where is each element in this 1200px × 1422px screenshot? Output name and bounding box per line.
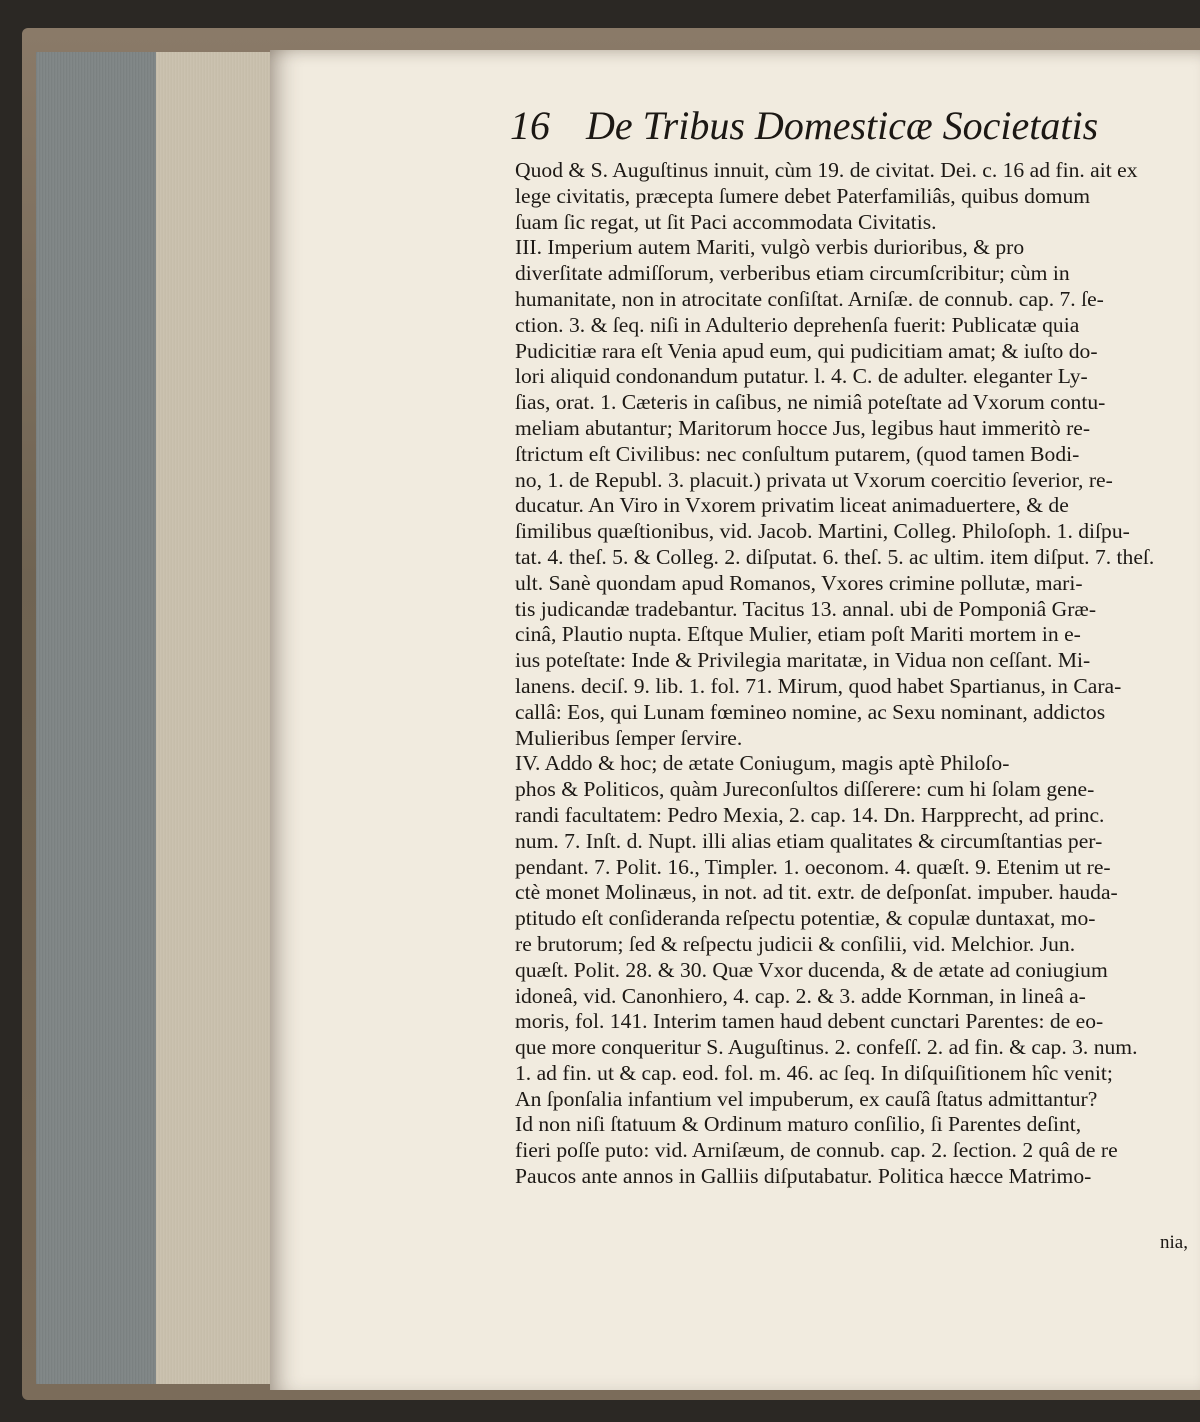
text-line: ius poteſtate: Inde & Privilegia maritatæ, in Vidua non ceſſant. Mi- [515,648,1091,673]
text-line: Id non niſi ſtatuum & Ordinum maturo conſilio, ſi Parentes deſint, [515,1112,1082,1137]
text-line: Paucos ante annos in Galliis diſputabatur. Politica hæcce Matrimo- [515,1164,1092,1189]
text-line: lori aliquid condonandum putatur. l. 4. C. de adulter. eleganter Ly- [515,364,1088,389]
catchword: nia, [1160,1232,1188,1253]
text-line: meliam abutantur; Maritorum hocce Jus, legibus haut immeritò re- [515,415,1091,440]
body-text [515,158,1200,1190]
text-line: que more conqueritur S. Auguſtinus. 2. confeſſ. 2. ad fin. & cap. 3. num. [515,1035,1138,1060]
text-line: ducatur. An Viro in Vxorem privatim liceat animaduertere, & de [515,493,1069,518]
text-line: lanens. deciſ. 9. lib. 1. fol. 71. Mirum, quod habet Spartianus, in Cara- [515,673,1122,698]
text-line: re brutorum; ſed & reſpectu judicii & conſilii, vid. Melchior. Jun. [515,931,1076,956]
text-line: quæſt. Polit. 28. & 30. Quæ Vxor ducenda, & de ætate ad coniugium [515,957,1108,982]
text-line: num. 7. Inſt. d. Nupt. illi alias etiam qualitates & circumſtantias per- [515,828,1103,853]
text-line: III. Imperium autem Mariti, vulgò verbis durioribus, & pro [515,235,1025,260]
text-line: pendant. 7. Polit. 16., Timpler. 1. oeconom. 4. quæſt. 9. Etenim ut re- [515,854,1111,879]
text-line: ctè monet Molinæus, in not. ad tit. extr. de deſponſat. impuber. hauda- [515,880,1118,905]
text-line: moris, fol. 141. Interim tamen haud debent cunctari Parentes: de eo- [515,1009,1104,1034]
book-page [270,50,1200,1390]
text-line: ſtrictum eſt Civilibus: nec conſultum putarem, (quod tamen Bodi- [515,441,1080,466]
text-line: Quod & S. Auguſtinus innuit, cùm 19. de civitat. Dei. c. 16 ad fin. ait ex [515,158,1138,182]
text-line: tat. 4. theſ. 5. & Colleg. 2. diſputat. 6. theſ. 5. ac ultim. item diſput. 7. theſ. [515,544,1155,569]
text-line: 1. ad fin. ut & cap. eod. fol. m. 46. ac ſeq. In diſquiſitionem hîc venit; [515,1060,1113,1085]
text-line: Pudicitiæ rara eſt Venia apud eum, qui pudicitiam amat; & iuſto do- [515,338,1098,363]
text-line: idoneâ, vid. Canonhiero, 4. cap. 2. & 3. adde Kornman, in lineâ a- [515,983,1086,1008]
text-line: ſias, orat. 1. Cæteris in caſibus, ne nimiâ poteſtate ad Vxorum contu- [515,390,1106,415]
text-line: ult. Sanè quondam apud Romanos, Vxores crimine pollutæ, mari- [515,570,1083,595]
running-title: De Tribus Domesticæ Societatis [586,103,1099,148]
running-head [510,102,1190,149]
text-line: cinâ, Plautio nupta. Eſtque Mulier, etiam poſt Mariti mortem in e- [515,622,1081,647]
text-line: ſimilibus quæſtionibus, vid. Jacob. Martini, Colleg. Philoſoph. 1. diſpu- [515,519,1130,544]
text-line: no, 1. de Republ. 3. placuit.) privata ut Vxorum coercitio ſeverior, re- [515,467,1113,492]
text-line: ptitudo eſt conſideranda reſpectu potentiæ, & copulæ duntaxat, mo- [515,906,1096,931]
text-line: diverſitate admiſſorum, verberibus etiam circumſcribitur; cùm in [515,261,1070,286]
text-line: Mulieribus ſemper ſervire. [515,725,743,750]
text-line: tis judicandæ tradebantur. Tacitus 13. annal. ubi de Pomponiâ Græ- [515,596,1097,621]
text-line: ſuam ſic regat, ut ſit Paci accommodata Civitatis. [515,209,937,234]
text-line: ction. 3. & ſeq. niſi in Adulterio deprehenſa fuerit: Publicatæ quia [515,312,1080,337]
text-line: callâ: Eos, qui Lunam fœmineo nomine, ac Sexu nominant, addictos [515,699,1106,724]
page-edges-shadow [36,52,156,1384]
page-number: 16 [510,103,550,148]
text-line: fieri poſſe puto: vid. Arniſæum, de connub. cap. 2. ſection. 2 quâ de re [515,1138,1118,1163]
text-line: humanitate, non in atrocitate conſiſtat. Arniſæ. de connub. cap. 7. ſe- [515,286,1104,311]
text-line: randi facultatem: Pedro Mexia, 2. cap. 14. Dn. Harpprecht, ad princ. [515,802,1105,827]
text-line: phos & Politicos, quàm Jureconſultos diſſerere: cum hi ſolam gene- [515,777,1095,802]
text-line: lege civitatis, præcepta ſumere debet Paterfamiliâs, quibus domum [515,183,1091,208]
text-line: An ſponſalia infantium vel impuberum, ex cauſâ ſtatus admittantur? [515,1086,1098,1111]
text-line: IV. Addo & hoc; de ætate Coniugum, magis aptè Philoſo- [515,751,1010,776]
